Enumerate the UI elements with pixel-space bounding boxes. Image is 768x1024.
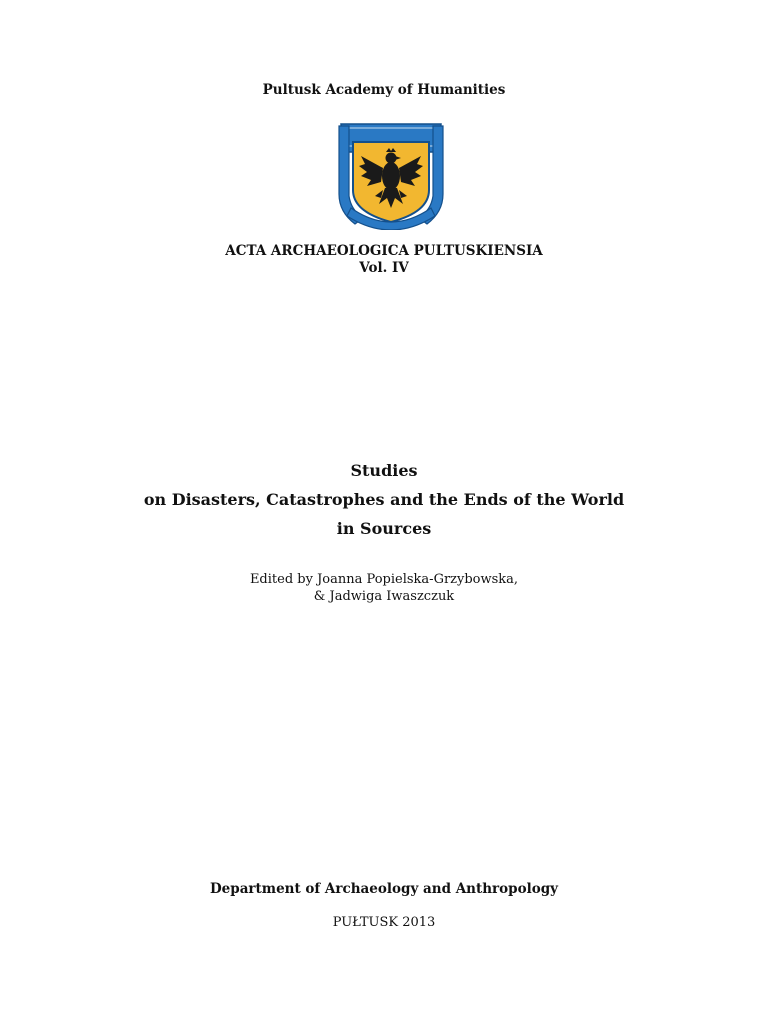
institution-name: Pultusk Academy of Humanities bbox=[262, 82, 506, 98]
editors-line: Edited by Joanna Popielska-Grzybowska, bbox=[249, 572, 519, 587]
place-and-year: PUŁTUSK 2013 bbox=[332, 915, 436, 930]
department-name: Department of Archaeology and Anthropology bbox=[209, 881, 559, 897]
editors-line: & Jadwiga Iwaszczuk bbox=[313, 589, 455, 604]
book-title-line: Studies bbox=[350, 461, 418, 480]
series-title: ACTA ARCHAEOLOGICA PULTUSKIENSIA bbox=[225, 243, 543, 259]
book-title-line: on Disasters, Catastrophes and the Ends of the World bbox=[143, 490, 625, 509]
crest-icon bbox=[333, 118, 449, 230]
book-title-line: in Sources bbox=[336, 519, 432, 538]
volume-number: Vol. IV bbox=[359, 260, 409, 276]
